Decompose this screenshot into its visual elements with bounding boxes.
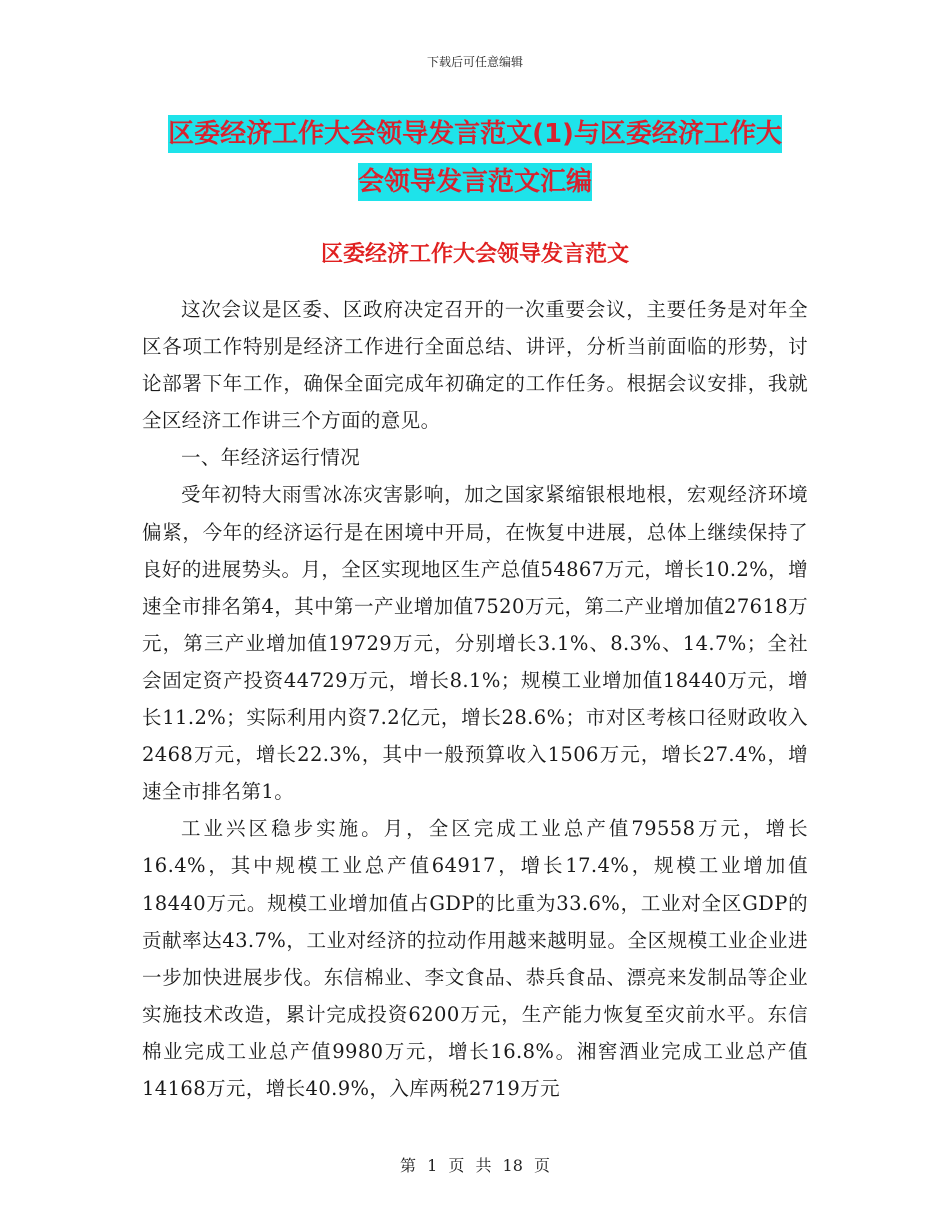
paragraph-heading: 一、年经济运行情况 (181, 446, 361, 470)
body-text (142, 291, 808, 1107)
document-title (0, 110, 950, 206)
paragraph-industry: 工业兴区稳步实施。月，全区完成工业总产值79558万元，增长16.4%，其中规模工业总产值64917，增长17.4%，规模工业增加值18440万元。规模工业增加值占GDP的比重为33.6%，工业对全区GDP的贡献率达43.7%，工业对经济的拉动作用越来越明显。全区规模工业企业进一步加快进展步伐。东信棉业、李文食品、恭兵食品、漂亮来发制品等企业实施技术改造，累计完成投资6200万元，生产能力恢复至灾前水平。东信棉业完成工业总产值9980万元，增长16.8%。湘窖酒业完成工业总产值14168万元，增长40.9%，入库两税2719万元 (142, 817, 808, 1100)
document-title-line-2: 会领导发言范文汇编 (358, 163, 592, 201)
document-title-line-1: 区委经济工作大会领导发言范文(1)与区委经济工作大 (168, 115, 782, 153)
section-title: 区委经济工作大会领导发言范文 (320, 242, 629, 267)
page-footer: 第 1 页 共 18 页 (400, 1156, 550, 1175)
header-note: 下载后可任意编辑 (426, 55, 523, 69)
paragraph-economy: 受年初特大雨雪冰冻灾害影响，加之国家紧缩银根地根，宏观经济环境偏紧，今年的经济运行是在困境中开局，在恢复中进展，总体上继续保持了良好的进展势头。月，全区实现地区生产总值54867万元，增长10.2%，增速全市排名第4，其中第一产业增加值7520万元，第二产业增加值27618万元，第三产业增加值19729万元，分别增长3.1%、8.3%、14.7%；全社会固定资产投资44729万元，增长8.1%；规模工业增加值18440万元，增长11.2%；实际利用内资7.2亿元，增长28.6%；市对区考核口径财政收入2468万元，增长22.3%，其中一般预算收入1506万元，增长27.4%，增速全市排名第1。 (142, 483, 808, 804)
paragraph-intro: 这次会议是区委、区政府决定召开的一次重要会议，主要任务是对年全区各项工作特别是经济工作进行全面总结、讲评，分析当前面临的形势，讨论部署下年工作，确保全面完成年初确定的工作任务。根据会议安排，我就全区经济工作讲三个方面的意见。 (142, 298, 808, 433)
